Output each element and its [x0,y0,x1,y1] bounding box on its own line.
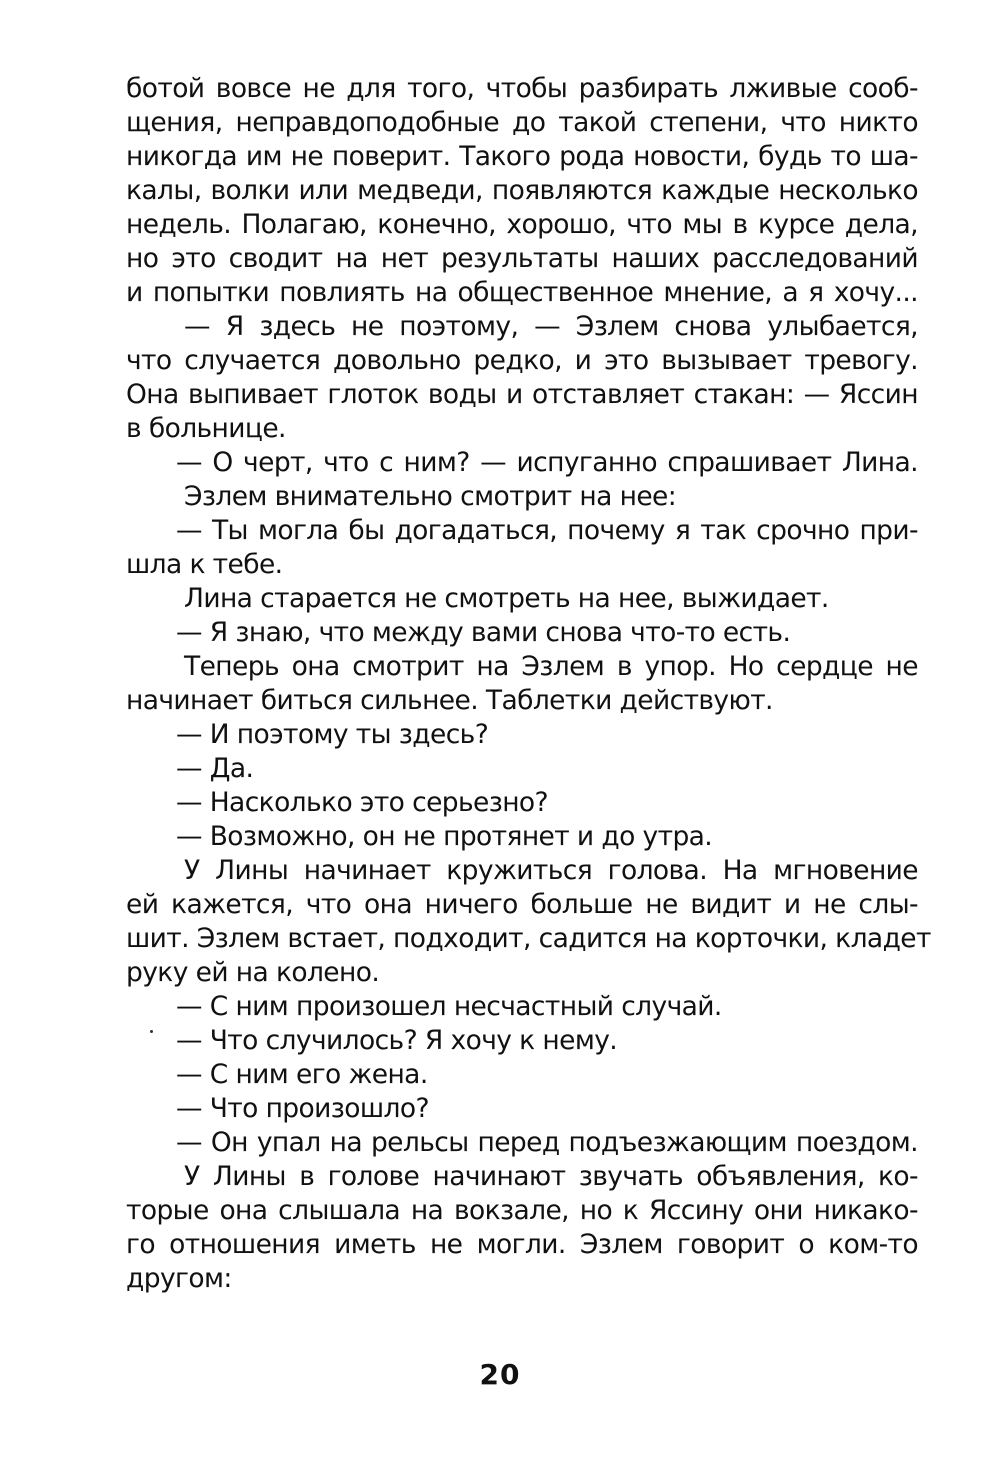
text-line: руку ей на колено. [126,957,380,988]
text-line: шла к тебе. [126,549,283,580]
text-line: — Возможно, он не протянет и до утра. [176,821,713,852]
text-line: но это сводит на нет результаты наших расследований [126,243,918,274]
text-line: что случается довольно редко, и это вызывает тревогу. [126,345,918,376]
text-line: У Лины начинает кружиться голова. На мгновение [184,855,918,886]
text-line: ботой вовсе не для того, чтобы разбирать лживые сооб- [126,73,918,104]
text-line: — Что произошло? [176,1093,429,1124]
text-line: и попытки повлиять на общественное мнение, а я хочу... [126,277,918,308]
text-line: — С ним произошел несчастный случай. [176,991,722,1022]
text-line: щения, неправдоподобные до такой степени, что никто [126,107,918,138]
text-line: Она выпивает глоток воды и отставляет стакан: — Яссин [126,379,918,410]
print-speck [150,1030,153,1033]
text-line: — Я знаю, что между вами снова что-то есть. [176,617,791,648]
text-line: — Насколько это серьезно? [176,787,549,818]
text-line: — Что случилось? Я хочу к нему. [176,1025,618,1056]
text-line: ей кажется, что она ничего больше не видит и не слы- [126,889,918,920]
text-line: Лина старается не смотреть на нее, выжидает. [184,583,829,614]
text-line: другом: [126,1263,232,1294]
text-line: — Да. [176,753,254,784]
text-line: шит. Эзлем встает, подходит, садится на корточки, кладет [126,923,931,954]
text-line: — Он упал на рельсы перед подъезжающим поездом. [176,1127,918,1158]
text-line: в больнице. [126,413,286,444]
text-line: недель. Полагаю, конечно, хорошо, что мы в курсе дела, [126,209,918,240]
text-line: торые она слышала на вокзале, но к Яссину они никако- [126,1195,918,1226]
text-line: — О черт, что с ним? — испуганно спрашивает Лина. [176,447,918,478]
text-line: калы, волки или медведи, появляются каждые несколько [126,175,918,206]
text-line: У Лины в голове начинают звучать объявления, ко- [184,1161,918,1192]
text-line: — И поэтому ты здесь? [176,719,489,750]
text-line: Эзлем внимательно смотрит на нее: [184,481,677,512]
text-line: — Ты могла бы догадаться, почему я так срочно при- [176,515,918,546]
text-line: Теперь она смотрит на Эзлем в упор. Но сердце не [184,651,918,682]
text-line: — Я здесь не поэтому, — Эзлем снова улыбается, [184,311,918,342]
page-number: 20 [479,1358,521,1391]
body-text [126,72,931,1296]
text-line: го отношения иметь не могли. Эзлем говорит о ком-то [126,1229,918,1260]
text-line: — С ним его жена. [176,1059,428,1090]
text-line: начинает биться сильнее. Таблетки действуют. [126,685,773,716]
text-line: никогда им не поверит. Такого рода новости, будь то ша- [126,141,918,172]
